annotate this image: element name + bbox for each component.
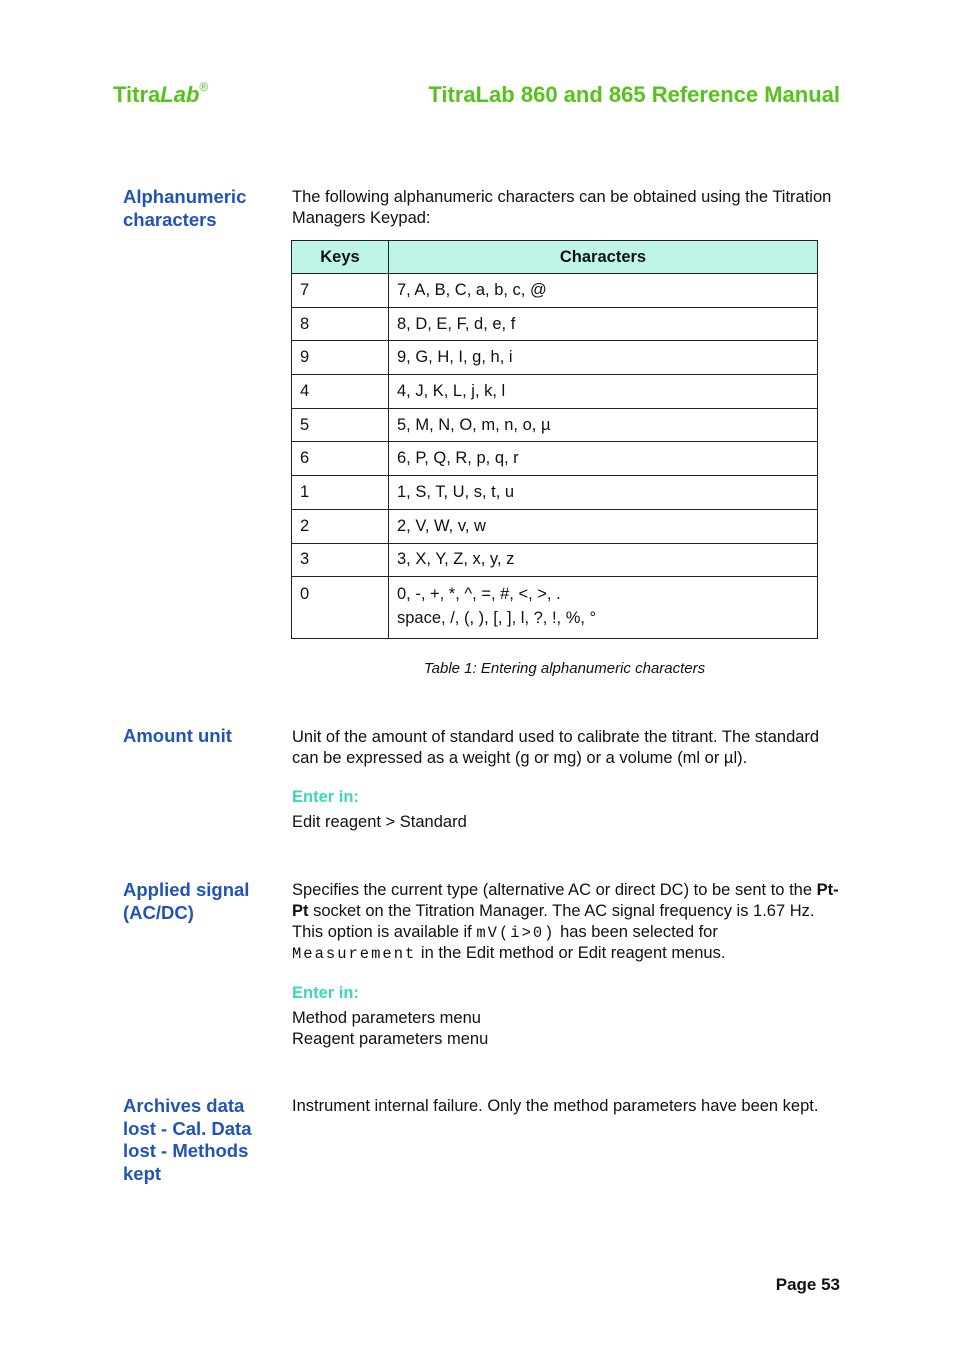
table-row bbox=[292, 307, 818, 341]
table-header-row bbox=[292, 241, 818, 274]
chars-cell: 1, S, T, U, s, t, u bbox=[389, 476, 818, 510]
chars-line-1: 0, -, +, *, ^, =, #, <, >, . bbox=[397, 585, 561, 604]
chars-cell: 6, P, Q, R, p, q, r bbox=[389, 442, 818, 476]
section-title-alphanumeric: Alphanumeric characters bbox=[123, 186, 247, 230]
chars-line-2: space, /, (, ), [, ], l, ?, !, %, ° bbox=[397, 609, 597, 628]
amount-unit-body: Unit of the amount of standard used to calibrate the titrant. The standard can be expressed as a weight (g or mg) or a volume (ml or µl). bbox=[292, 728, 820, 767]
body-text-3: has been selected for bbox=[555, 922, 718, 941]
key-cell: 5 bbox=[292, 408, 389, 442]
applied-signal-enter-value-1: Method parameters menu bbox=[292, 1009, 481, 1027]
chars-cell: 3, X, Y, Z, x, y, z bbox=[389, 543, 818, 577]
section-title-archives: Archives data lost - Cal. Data lost - Methods kept bbox=[123, 1095, 252, 1184]
chars-cell: 4, J, K, L, j, k, l bbox=[389, 375, 818, 409]
table-row bbox=[292, 274, 818, 308]
key-cell: 8 bbox=[292, 307, 389, 341]
table-caption: Table 1: Entering alphanumeric characters bbox=[423, 660, 706, 677]
applied-signal-enter-label: Enter in: bbox=[292, 984, 359, 1002]
table-row bbox=[292, 375, 818, 409]
page-number: Page 53 bbox=[775, 1275, 840, 1294]
brand-logo bbox=[113, 82, 208, 108]
measurement-code: Measurement bbox=[292, 945, 417, 964]
manual-title: TitraLab 860 and 865 Reference Manual bbox=[428, 82, 840, 107]
mv-code: mV(i>0) bbox=[476, 923, 556, 942]
section-title-applied-signal: Applied signal (AC/DC) bbox=[123, 879, 250, 923]
body-text-2: socket on the Titration Manager. The AC signal frequency is 1.67 Hz. This option is available if bbox=[292, 901, 815, 941]
key-cell: 1 bbox=[292, 476, 389, 510]
key-cell: 9 bbox=[292, 341, 389, 375]
key-cell: 0 bbox=[292, 577, 389, 639]
pt-pt-label: Pt-Pt bbox=[292, 881, 839, 920]
section-title-amount-unit: Amount unit bbox=[123, 725, 232, 746]
brand-plain: Titra bbox=[113, 82, 161, 107]
chars-cell: 8, D, E, F, d, e, f bbox=[389, 307, 818, 341]
table-row bbox=[292, 476, 818, 510]
key-cell: 7 bbox=[292, 274, 389, 308]
keys-table bbox=[291, 240, 818, 639]
archives-body: Instrument internal failure. Only the method parameters have been kept. bbox=[292, 1097, 819, 1115]
header-characters: Characters bbox=[389, 241, 818, 274]
key-cell: 4 bbox=[292, 375, 389, 409]
registered-mark: ® bbox=[199, 80, 209, 94]
key-cell: 2 bbox=[292, 509, 389, 543]
key-cell: 3 bbox=[292, 543, 389, 577]
chars-cell bbox=[389, 577, 818, 639]
chars-cell: 7, A, B, C, a, b, c, @ bbox=[389, 274, 818, 308]
table-row bbox=[292, 442, 818, 476]
key-cell: 6 bbox=[292, 442, 389, 476]
body-text-4: in the Edit method or Edit reagent menus. bbox=[416, 944, 726, 963]
alphanumeric-intro: The following alphanumeric characters can be obtained using the Titration Managers Keypad: bbox=[292, 188, 832, 227]
table-row bbox=[292, 408, 818, 442]
table-row bbox=[292, 577, 818, 639]
applied-signal-body bbox=[292, 880, 840, 965]
body-text-1: Specifies the current type (alternative AC or direct DC) to be sent to the bbox=[292, 881, 817, 899]
applied-signal-enter-value-2: Reagent parameters menu bbox=[292, 1030, 489, 1048]
amount-unit-enter-value: Edit reagent > Standard bbox=[292, 813, 467, 831]
header-keys: Keys bbox=[292, 241, 389, 274]
table-row bbox=[292, 543, 818, 577]
chars-cell: 9, G, H, I, g, h, i bbox=[389, 341, 818, 375]
table-row bbox=[292, 509, 818, 543]
brand-italic: Lab bbox=[160, 82, 200, 107]
amount-unit-enter-label: Enter in: bbox=[292, 788, 359, 806]
table-row bbox=[292, 341, 818, 375]
chars-cell: 2, V, W, v, w bbox=[389, 509, 818, 543]
chars-cell: 5, M, N, O, m, n, o, µ bbox=[389, 408, 818, 442]
